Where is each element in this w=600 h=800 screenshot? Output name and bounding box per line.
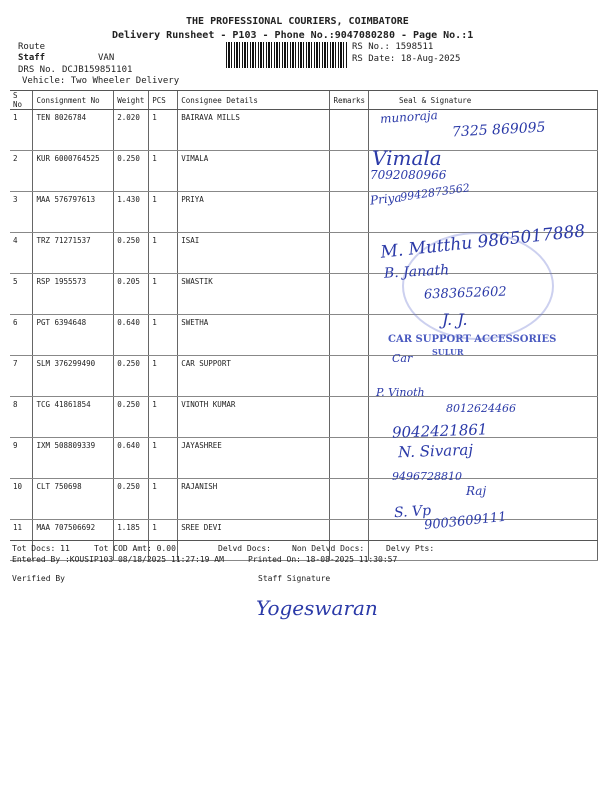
entered-by: Entered By :KOUSIP103 08/18/2025 11:27:19 AM (12, 555, 224, 564)
cell-consignee: PRIYA (178, 192, 330, 233)
cell-remarks (330, 151, 369, 192)
handwriting-r5-phone: 6383652602 (423, 284, 507, 303)
cell-weight: 0.640 (114, 315, 149, 356)
handwriting-r10-sign: Raj (466, 484, 487, 498)
col-consignee: Consignee Details (178, 91, 330, 110)
handwriting-r9-name: N. Sivaraj (397, 440, 474, 462)
handwriting-r1-phone: 7325 869095 (451, 119, 546, 141)
cell-pcs: 1 (149, 233, 178, 274)
cell-remarks (330, 192, 369, 233)
col-seal: Seal & Signature (369, 91, 598, 110)
handwriting-r2-name: Vimala (372, 146, 442, 170)
cell-weight: 2.020 (114, 110, 149, 151)
handwriting-r8-phone: 8012624466 (446, 402, 516, 415)
cell-sno: 5 (10, 274, 33, 315)
cell-consignee: SWASTIK (178, 274, 330, 315)
cell-consignment: TRZ 71271537 (33, 233, 114, 274)
handwriting-r9-phone: 9042421861 (391, 420, 488, 442)
table-row (10, 479, 598, 520)
handwriting-r3-name: Priya (369, 190, 403, 208)
cell-pcs: 1 (149, 479, 178, 520)
cell-weight: 0.250 (114, 233, 149, 274)
handwriting-r10-phone: 9496728810 (392, 470, 462, 483)
verified-by-label: Verified By (12, 574, 65, 583)
cell-sno: 11 (10, 520, 33, 561)
table-row (10, 438, 598, 479)
cell-remarks (330, 479, 369, 520)
drs-value: DCJB159851101 (62, 65, 133, 75)
delivered-docs: Delvd Docs: (218, 544, 271, 553)
cell-consignment: IXM 508809339 (33, 438, 114, 479)
company-name: THE PROFESSIONAL COURIERS, COIMBATORE (186, 16, 409, 27)
cell-pcs: 1 (149, 397, 178, 438)
footer-divider (10, 540, 598, 541)
cell-pcs: 1 (149, 110, 178, 151)
cell-remarks (330, 438, 369, 479)
rs-number: RS No.: 1598511 (352, 42, 434, 52)
barcode (226, 42, 348, 68)
drs-label: DRS No. (18, 65, 56, 75)
cell-consignee: VINOTH KUMAR (178, 397, 330, 438)
table-row (10, 192, 598, 233)
stamp-location: SULUR (432, 347, 464, 357)
handwriting-r8-name: P. Vinoth (376, 386, 425, 399)
cell-remarks (330, 110, 369, 151)
staff-signature: Yogeswaran (256, 596, 378, 620)
cell-weight: 1.430 (114, 192, 149, 233)
cell-consignee: ISAI (178, 233, 330, 274)
cell-pcs: 1 (149, 520, 178, 561)
cell-consignment: KUR 6000764525 (33, 151, 114, 192)
handwriting-r5-name: B. Janath (383, 262, 450, 282)
cell-weight: 0.250 (114, 356, 149, 397)
cell-sno: 6 (10, 315, 33, 356)
cell-sno: 8 (10, 397, 33, 438)
cell-sno: 1 (10, 110, 33, 151)
delivery-points: Delvy Pts: (386, 544, 435, 553)
col-remarks: Remarks (330, 91, 369, 110)
stamp-name: CAR SUPPORT ACCESSORIES (388, 334, 557, 345)
cell-weight: 0.250 (114, 151, 149, 192)
cell-remarks (330, 315, 369, 356)
rs-date: RS Date: 18-Aug-2025 (352, 54, 461, 64)
staff-signature-label: Staff Signature (258, 574, 331, 583)
cell-remarks (330, 356, 369, 397)
cell-sno: 10 (10, 479, 33, 520)
cell-consignee: SREE DEVI (178, 520, 330, 561)
handwriting-r6: J. J. (442, 310, 468, 329)
cell-remarks (330, 274, 369, 315)
handwriting-r2-phone: 7092080966 (370, 168, 447, 182)
cell-pcs: 1 (149, 438, 178, 479)
cell-consignment: CLT 750698 (33, 479, 114, 520)
cell-remarks (330, 233, 369, 274)
table-header-row (10, 91, 598, 110)
cell-consignment: SLM 376299490 (33, 356, 114, 397)
staff-value: VAN (98, 53, 115, 63)
cell-consignment: TEN 8026784 (33, 110, 114, 151)
handwriting-r11-name: S. Vp (393, 502, 432, 522)
printed-on: Printed On: 18-08-2025 11:30:57 (248, 555, 398, 564)
cell-consignment: MAA 576797613 (33, 192, 114, 233)
cell-weight: 1.185 (114, 520, 149, 561)
col-pcs: PCS (149, 91, 178, 110)
non-delivered-docs: Non Delvd Docs: (292, 544, 365, 553)
cell-sno: 7 (10, 356, 33, 397)
cell-weight: 0.250 (114, 479, 149, 520)
col-consignment: Consignment No (33, 91, 114, 110)
col-weight: Weight (114, 91, 149, 110)
cell-consignee: SWETHA (178, 315, 330, 356)
cell-weight: 0.205 (114, 274, 149, 315)
cell-consignee: RAJANISH (178, 479, 330, 520)
cell-pcs: 1 (149, 274, 178, 315)
route-label: Route (18, 42, 46, 52)
cell-consignment: TCG 41861854 (33, 397, 114, 438)
cell-sno: 4 (10, 233, 33, 274)
cell-pcs: 1 (149, 315, 178, 356)
cell-consignee: CAR SUPPORT (178, 356, 330, 397)
col-sno: S No (10, 91, 33, 110)
cell-remarks (330, 397, 369, 438)
cell-consignment: PGT 6394648 (33, 315, 114, 356)
cell-weight: 0.640 (114, 438, 149, 479)
staff-label: Staff (18, 53, 46, 63)
cell-consignment: RSP 1955573 (33, 274, 114, 315)
cell-sno: 3 (10, 192, 33, 233)
cell-pcs: 1 (149, 192, 178, 233)
handwriting-r3-phone: 9942873562 (399, 181, 471, 204)
cell-consignee: JAYASHREE (178, 438, 330, 479)
handwriting-r4: M. Mutthu 9865017888 (379, 221, 587, 263)
total-cod-amount: Tot COD Amt: 0.00 (94, 544, 176, 553)
table-row (10, 151, 598, 192)
handwriting-r7: Car (392, 352, 413, 365)
table-row (10, 356, 598, 397)
cell-consignee: BAIRAVA MILLS (178, 110, 330, 151)
handwriting-r11-phone: 9003609111 (423, 509, 508, 534)
cell-consignment: MAA 707506692 (33, 520, 114, 561)
runsheet-title: Delivery Runsheet - P103 - Phone No.:9047080280 - Page No.:1 (112, 30, 474, 41)
cell-consignee: VIMALA (178, 151, 330, 192)
cell-pcs: 1 (149, 151, 178, 192)
cell-sno: 9 (10, 438, 33, 479)
vehicle-info: Vehicle: Two Wheeler Delivery (22, 76, 180, 86)
cell-weight: 0.250 (114, 397, 149, 438)
handwriting-r1-name: munoraja (379, 108, 439, 126)
cell-pcs: 1 (149, 356, 178, 397)
cell-sno: 2 (10, 151, 33, 192)
total-docs: Tot Docs: 11 (12, 544, 70, 553)
